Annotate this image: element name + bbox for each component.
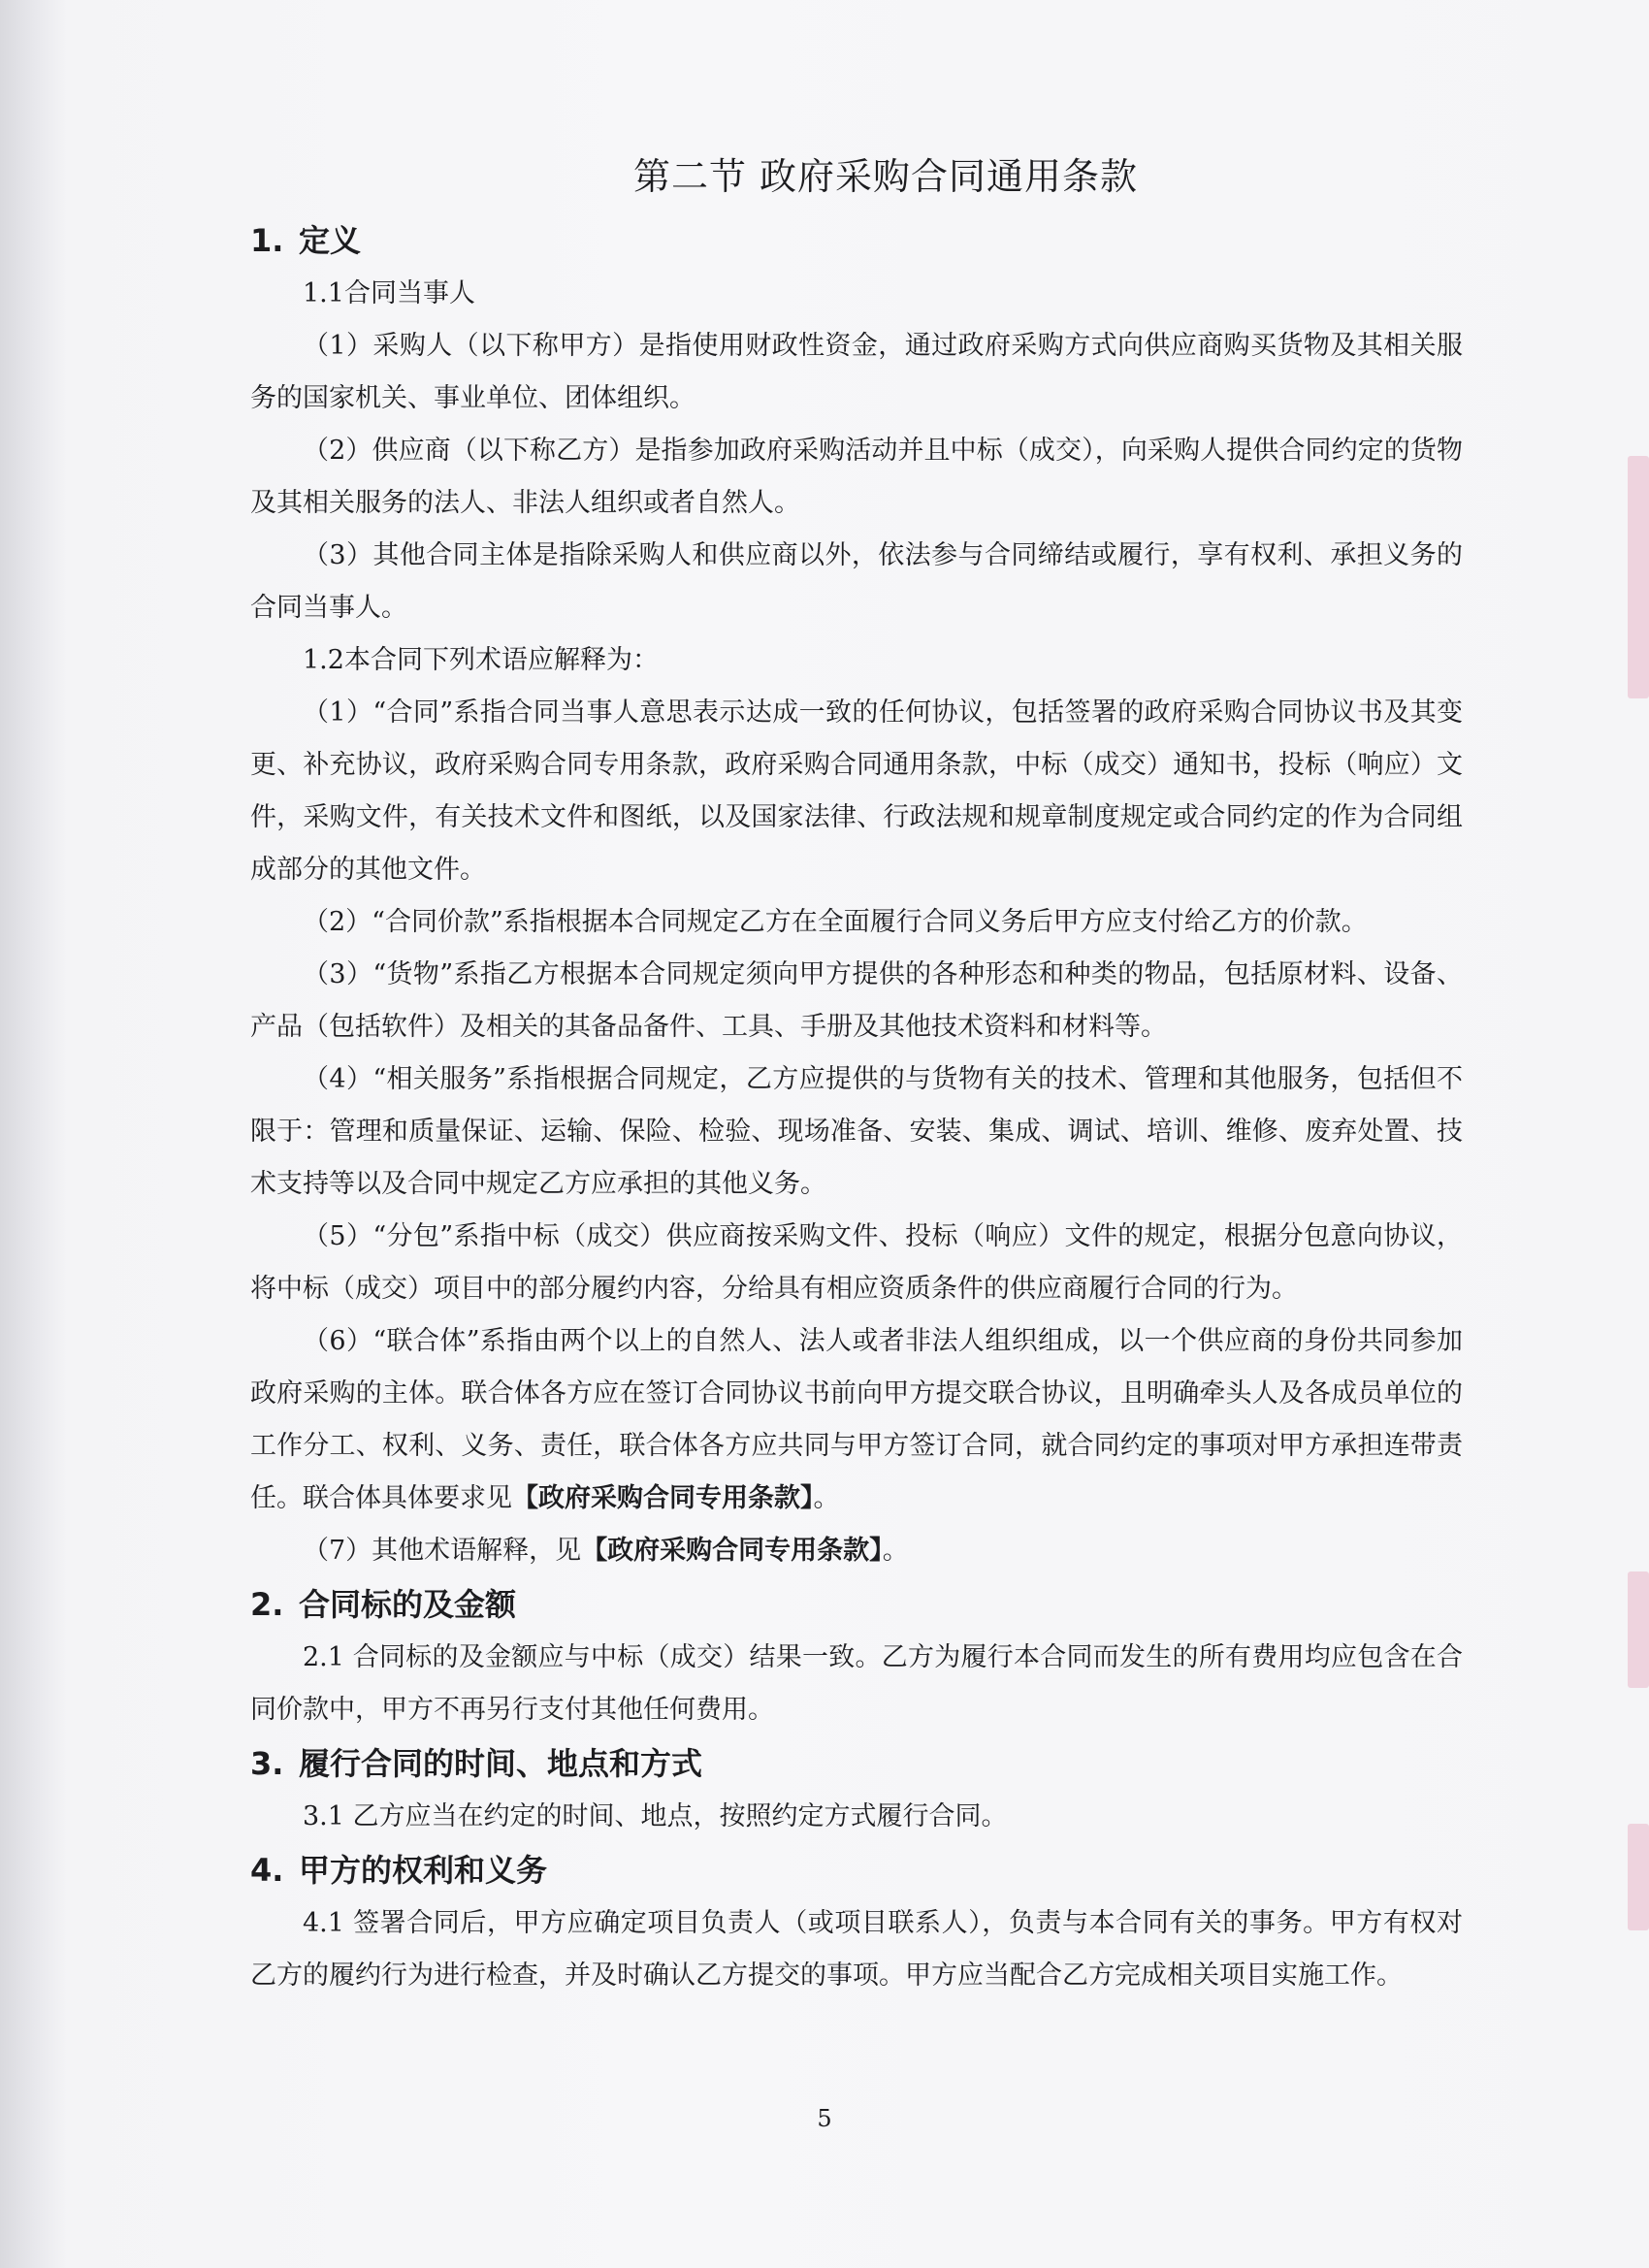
paragraph-text: 。 <box>813 1483 840 1513</box>
paragraph: （1）采购人（以下称甲方）是指使用财政性资金，通过政府采购方式向供应商购买货物及其相关服务的国家机关、事业单位、团体组织。 <box>250 331 1463 413</box>
paragraph: 4.1 签署合同后，甲方应确定项目负责人（或项目联系人），负责与本合同有关的事务。甲方有权对乙方的履约行为进行检查，并及时确认乙方提交的事项。甲方应当配合乙方完成相关项目实施工作。 <box>250 1908 1463 1991</box>
document-body <box>250 146 1463 2002</box>
paragraph: （2）“合同价款”系指根据本合同规定乙方在全面履行合同义务后甲方应支付给乙方的价款。 <box>303 907 1368 937</box>
edge-stamp-mark <box>1628 1824 1649 1930</box>
section-number: 2. <box>250 1586 284 1623</box>
paragraph: 1.2本合同下列术语应解释为： <box>303 645 659 675</box>
paragraph: 1.1合同当事人 <box>303 278 475 308</box>
paragraph: （5）“分包”系指中标（成交）供应商按采购文件、投标（响应）文件的规定，根据分包意向协议，将中标（成交）项目中的部分履约内容，分给具有相应资质条件的供应商履行合同的行为。 <box>250 1221 1463 1304</box>
section-title: 定义 <box>299 222 362 259</box>
section-heading-3 <box>250 1736 1463 1791</box>
section-title: 合同标的及金额 <box>299 1586 517 1623</box>
page-number: 5 <box>817 2105 832 2132</box>
section-heading-2 <box>250 1577 1463 1632</box>
paragraph: （1）“合同”系指合同当事人意思表示达成一致的任何协议，包括签署的政府采购合同协议书及其变更、补充协议，政府采购合同专用条款，政府采购合同通用条款，中标（成交）通知书，投标（响应）文件，采购文件，有关技术文件和图纸，以及国家法律、行政法规和规章制度规定或合同约定的作为合同组成部分的其他文件。 <box>250 697 1463 885</box>
edge-stamp-mark <box>1628 1571 1649 1688</box>
paragraph-text: 。 <box>882 1536 909 1566</box>
bold-reference: 【政府采购合同专用条款】 <box>512 1483 814 1513</box>
section-title: 甲方的权利和义务 <box>299 1852 548 1889</box>
paragraph <box>250 1525 1463 1577</box>
section-title: 履行合同的时间、地点和方式 <box>299 1745 703 1782</box>
paragraph <box>250 1315 1463 1525</box>
section-number: 4. <box>250 1852 284 1889</box>
edge-stamp-mark <box>1628 456 1649 698</box>
paragraph: （2）供应商（以下称乙方）是指参加政府采购活动并且中标（成交），向采购人提供合同约定的货物及其相关服务的法人、非法人组织或者自然人。 <box>250 436 1463 518</box>
page-title: 第二节 政府采购合同通用条款 <box>632 155 1139 198</box>
section-heading-4 <box>250 1843 1463 1897</box>
paragraph: （3）“货物”系指乙方根据本合同规定须向甲方提供的各种形态和种类的物品，包括原材料、设备、产品（包括软件）及相关的其备品备件、工具、手册及其他技术资料和材料等。 <box>250 959 1463 1042</box>
section-number: 3. <box>250 1745 284 1782</box>
paragraph-text: （7）其他术语解释，见 <box>303 1536 582 1566</box>
paragraph: （4）“相关服务”系指根据合同规定，乙方应提供的与货物有关的技术、管理和其他服务，包括但不限于：管理和质量保证、运输、保险、检验、现场准备、安装、集成、调试、培训、维修、废弃处置、技术支持等以及合同中规定乙方应承担的其他义务。 <box>250 1064 1463 1199</box>
paragraph-text: （6）“联合体”系指由两个以上的自然人、法人或者非法人组织组成，以一个供应商的身份共同参加政府采购的主体。联合体各方应在签订合同协议书前向甲方提交联合协议，且明确牵头人及各成员单位的工作分工、权利、义务、责任，联合体各方应共同与甲方签订合同，就合同约定的事项对甲方承担连带责任。联合体具体要求见 <box>250 1326 1463 1513</box>
section-heading-1 <box>250 213 1463 268</box>
binding-shadow <box>0 0 68 2268</box>
paragraph: 2.1 合同标的及金额应与中标（成交）结果一致。乙方为履行本合同而发生的所有费用均应包含在合同价款中，甲方不再另行支付其他任何费用。 <box>250 1642 1463 1725</box>
section-number: 1. <box>250 222 284 259</box>
paragraph: 3.1 乙方应当在约定的时间、地点，按照约定方式履行合同。 <box>303 1801 1008 1831</box>
bold-reference: 【政府采购合同专用条款】 <box>581 1536 883 1566</box>
paragraph: （3）其他合同主体是指除采购人和供应商以外，依法参与合同缔结或履行，享有权利、承担义务的合同当事人。 <box>250 540 1463 623</box>
